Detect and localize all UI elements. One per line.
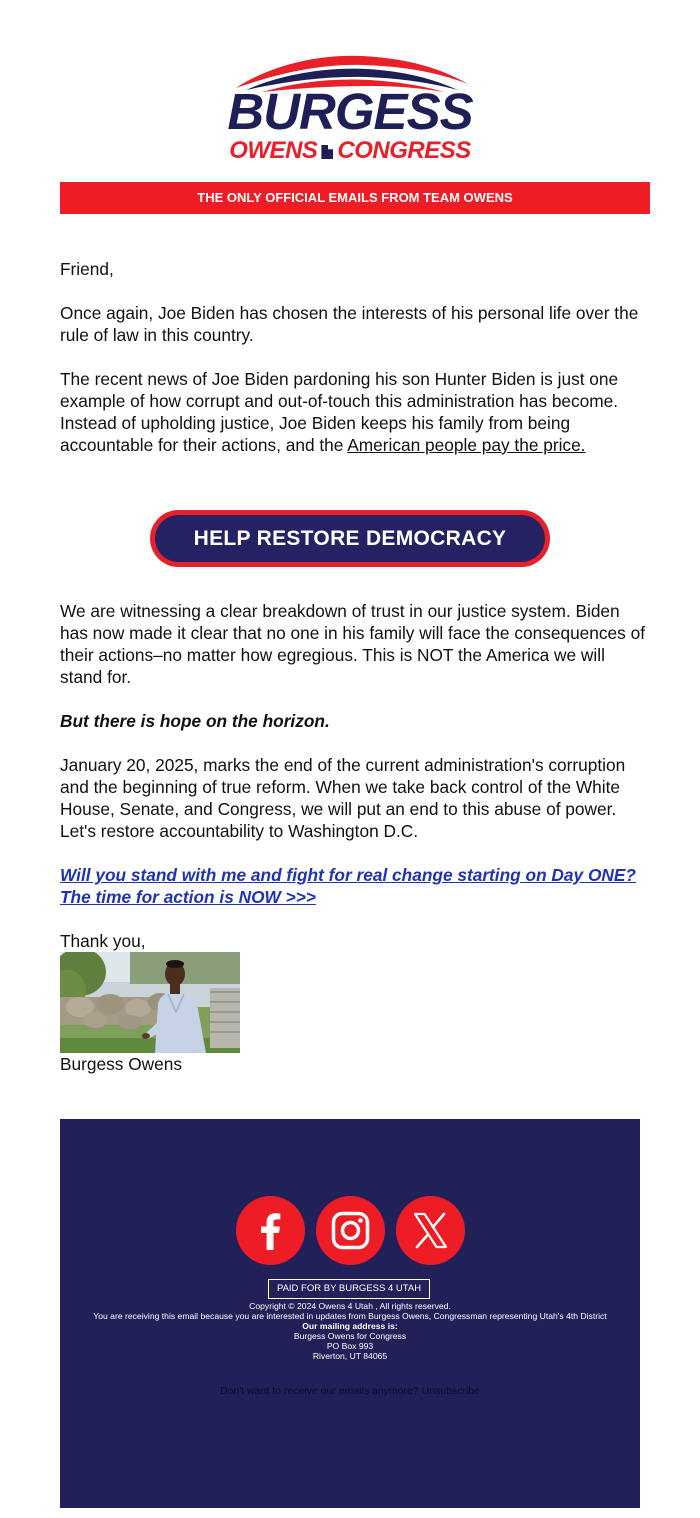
paid-for-disclaimer: PAID FOR BY BURGESS 4 UTAH bbox=[268, 1279, 430, 1299]
email-footer bbox=[60, 1119, 640, 1508]
footer-legal bbox=[60, 1301, 640, 1361]
unsubscribe-line bbox=[60, 1385, 640, 1397]
facebook-icon bbox=[236, 1196, 305, 1265]
x-link[interactable] bbox=[396, 1196, 465, 1265]
candidate-photo-image bbox=[60, 952, 240, 1053]
greeting: Friend, bbox=[60, 259, 114, 279]
paragraph-intro: Once again, Joe Biden has chosen the interests of his personal life over the rule of law in this country. bbox=[60, 303, 639, 345]
hope-heading: But there is hope on the horizon. bbox=[60, 711, 330, 731]
paragraph-pardon-text: The recent news of Joe Biden pardoning his son Hunter Biden is just one example of how corrupt and out-of-touch this administration has become. Instead of upholding justice, Joe Biden keeps his family from being accountable for their actions, and the bbox=[60, 369, 619, 455]
receiving-reason: You are receiving this email because you are interested in updates from Burgess Owens, Congressman representing Utah's 4th District bbox=[93, 1311, 607, 1321]
copyright-line: Copyright © 2024 Owens 4 Utah , All rights reserved. bbox=[249, 1301, 451, 1311]
campaign-logo bbox=[220, 44, 480, 169]
logo-sub-right: CONGRESS bbox=[337, 137, 471, 164]
mailing-address-label: Our mailing address is: bbox=[302, 1321, 398, 1331]
address-po-box: PO Box 993 bbox=[326, 1341, 374, 1351]
address-org: Burgess Owens for Congress bbox=[293, 1331, 407, 1341]
cta-outline bbox=[150, 510, 550, 567]
logo-subline bbox=[220, 139, 480, 163]
paragraph-pardon bbox=[60, 368, 645, 456]
x-icon bbox=[396, 1196, 465, 1265]
unsubscribe-link[interactable]: Unsubscribe bbox=[421, 1385, 480, 1397]
signoff: Thank you, bbox=[60, 931, 146, 951]
instagram-link[interactable] bbox=[316, 1196, 385, 1265]
official-emails-banner: THE ONLY OFFICIAL EMAILS FROM TEAM OWENS bbox=[60, 182, 650, 214]
unsubscribe-text: Don't want to receive our emails anymore? bbox=[220, 1385, 422, 1397]
candidate-photo bbox=[60, 952, 240, 1053]
logo-wordmark: BURGESS bbox=[227, 83, 473, 140]
stand-with-me-link[interactable]: Will you stand with me and fight for real change starting on Day ONE? The time for action is NOW >>> bbox=[60, 865, 636, 907]
help-restore-democracy-button[interactable]: HELP RESTORE DEMOCRACY bbox=[155, 515, 545, 562]
action-paragraph bbox=[60, 864, 645, 908]
facebook-link[interactable] bbox=[236, 1196, 305, 1265]
american-people-link[interactable]: American people pay the price. bbox=[347, 435, 586, 455]
instagram-icon bbox=[316, 1196, 385, 1265]
address-city: Riverton, UT 84065 bbox=[312, 1351, 388, 1361]
utah-state-icon bbox=[321, 145, 333, 159]
paragraph-breakdown: We are witnessing a clear breakdown of trust in our justice system. Biden has now made it clear that no one in his family will face the consequences of their actions–no matter how egregious. This is NOT the America we will stand for. bbox=[60, 601, 646, 687]
paragraph-reform: January 20, 2025, marks the end of the current administration's corruption and the beginning of true reform. When we take back control of the White House, Senate, and Congress, we will put an end to this abuse of power. Let's restore accountability to Washington D.C. bbox=[60, 755, 626, 841]
logo-sub-left: OWENS bbox=[229, 137, 318, 164]
signature-name: Burgess Owens bbox=[60, 1054, 182, 1074]
